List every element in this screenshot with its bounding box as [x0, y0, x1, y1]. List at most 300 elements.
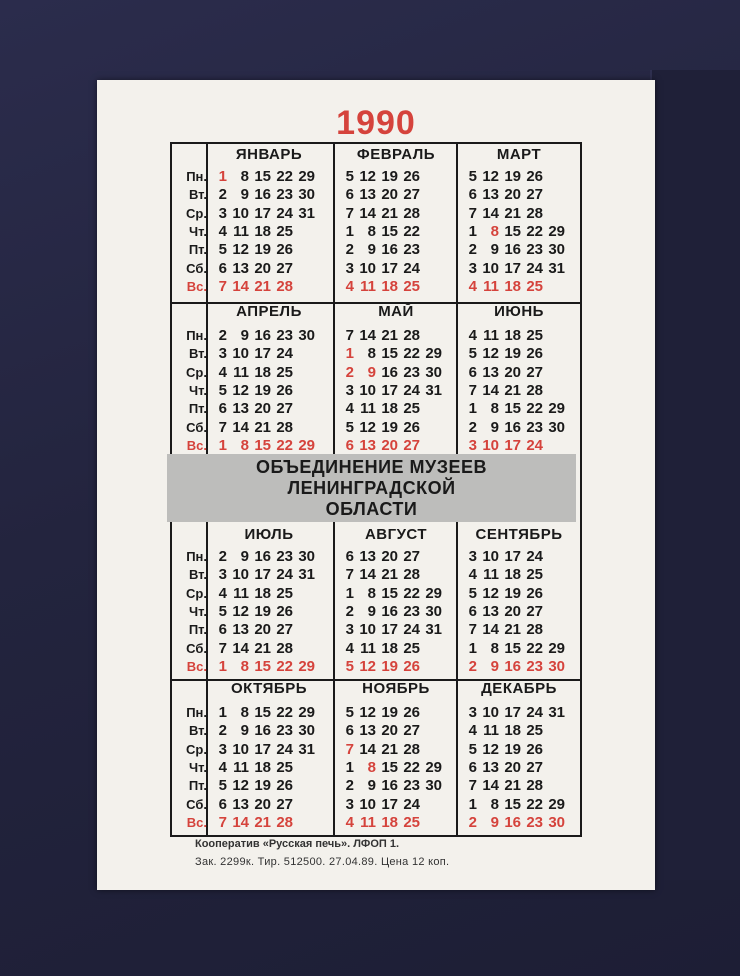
day-number: 20 — [381, 548, 398, 565]
month-row — [467, 658, 565, 676]
day-number: 24 — [276, 740, 293, 758]
day-number: 11 — [483, 327, 499, 344]
weekday-label: Ср. — [186, 205, 207, 221]
month-row — [344, 278, 420, 296]
day-number: 20 — [254, 621, 271, 639]
day-number: 11 — [483, 566, 499, 584]
day-number: 17 — [504, 436, 521, 454]
day-number: 7 — [218, 813, 227, 831]
day-number: 11 — [360, 813, 376, 831]
banner-line-1: ОБЪЕДИНЕНИЕ МУЗЕЕВ — [255, 457, 488, 477]
day-number: 21 — [504, 204, 521, 222]
day-number: 23 — [276, 722, 293, 740]
day-number: 5 — [218, 241, 227, 259]
day-number: 16 — [381, 602, 398, 620]
day-number: 13 — [232, 621, 249, 639]
museum-banner — [167, 454, 576, 522]
publisher-line: Кооператив «Русская печь». ЛФОП 1. — [195, 838, 400, 850]
month-row — [467, 186, 543, 204]
day-number: 28 — [526, 381, 543, 399]
day-number: 31 — [298, 740, 315, 758]
month-row — [344, 364, 442, 382]
day-number: 2 — [468, 241, 477, 259]
month-row — [217, 364, 293, 382]
day-number: 28 — [403, 740, 420, 758]
day-number: 23 — [403, 777, 420, 795]
month-name: АПРЕЛЬ — [236, 303, 302, 320]
day-number: 29 — [548, 639, 565, 657]
day-number: 16 — [504, 813, 521, 831]
day-number: 30 — [298, 548, 315, 565]
day-number: 5 — [468, 584, 477, 602]
day-number: 8 — [367, 345, 376, 363]
day-number: 15 — [504, 222, 521, 240]
banner-line-2: ЛЕНИНГРАДСКОЙ — [287, 478, 456, 498]
day-number: 30 — [425, 602, 442, 620]
day-number: 9 — [240, 722, 249, 740]
month-row — [467, 796, 565, 814]
month-row — [467, 437, 543, 455]
day-number: 16 — [254, 327, 271, 344]
day-number: 23 — [403, 241, 420, 259]
day-number: 12 — [482, 584, 499, 602]
day-number: 6 — [468, 363, 477, 381]
day-number: 19 — [381, 657, 398, 675]
day-number: 3 — [218, 740, 227, 758]
day-number: 12 — [232, 381, 249, 399]
day-number: 20 — [381, 436, 398, 454]
day-number: 12 — [482, 168, 499, 185]
day-number: 8 — [367, 758, 376, 776]
month-row — [217, 741, 315, 759]
day-number: 5 — [345, 168, 354, 185]
day-number: 10 — [232, 204, 249, 222]
day-number: 24 — [526, 436, 543, 454]
month-row — [467, 419, 565, 437]
day-number: 14 — [482, 621, 499, 639]
day-number: 20 — [504, 363, 521, 381]
month-row — [344, 621, 442, 639]
day-number: 8 — [240, 704, 249, 721]
day-number: 20 — [254, 400, 271, 418]
day-number: 24 — [276, 345, 293, 363]
day-number: 2 — [468, 813, 477, 831]
day-number: 30 — [425, 363, 442, 381]
day-number: 8 — [240, 168, 249, 185]
day-number: 3 — [468, 436, 477, 454]
month-row — [467, 814, 565, 832]
print-info-line: Зак. 2299к. Тир. 512500. 27.04.89. Цена 12 коп. — [195, 856, 450, 868]
day-number: 29 — [298, 436, 315, 454]
day-number: 5 — [345, 657, 354, 675]
day-number: 6 — [468, 186, 477, 204]
day-number: 16 — [254, 186, 271, 204]
day-number: 16 — [504, 241, 521, 259]
day-number: 4 — [218, 222, 227, 240]
day-number: 25 — [276, 758, 293, 776]
weekday-label: Чт. — [189, 223, 207, 239]
weekday-label: Вт. — [188, 723, 207, 739]
day-number: 31 — [548, 259, 565, 277]
month-row — [344, 419, 420, 437]
day-number: 15 — [381, 758, 398, 776]
day-number: 26 — [403, 704, 420, 721]
day-number: 22 — [276, 436, 293, 454]
weekday-label: Вс. — [186, 658, 207, 674]
day-number: 29 — [425, 758, 442, 776]
month-row — [217, 419, 293, 437]
month-row — [217, 548, 315, 566]
weekday-label: Ср. — [186, 364, 207, 380]
day-number: 20 — [254, 259, 271, 277]
day-number: 7 — [345, 204, 354, 222]
month-row — [217, 382, 293, 400]
day-number: 7 — [468, 381, 477, 399]
month-name: ДЕКАБРЬ — [481, 680, 557, 697]
weekday-label: Вт. — [188, 187, 207, 203]
day-number: 27 — [526, 758, 543, 776]
day-number: 23 — [526, 241, 543, 259]
month-row — [217, 796, 293, 814]
month-row — [467, 205, 543, 223]
day-number: 7 — [468, 621, 477, 639]
month-row — [467, 241, 565, 259]
day-number: 4 — [345, 639, 354, 657]
weekday-label: Вс. — [186, 278, 207, 294]
month-row — [467, 364, 543, 382]
day-number: 6 — [345, 548, 354, 565]
day-number: 14 — [359, 740, 376, 758]
day-number: 2 — [345, 777, 354, 795]
day-number: 17 — [504, 259, 521, 277]
day-number: 15 — [254, 704, 271, 721]
day-number: 22 — [276, 657, 293, 675]
month-row — [467, 327, 543, 345]
month-name: НОЯБРЬ — [362, 680, 430, 697]
day-number: 22 — [403, 222, 420, 240]
day-number: 11 — [483, 277, 499, 295]
day-number: 21 — [504, 381, 521, 399]
day-number: 24 — [403, 381, 420, 399]
day-number: 6 — [345, 722, 354, 740]
day-number: 16 — [381, 777, 398, 795]
day-number: 22 — [276, 704, 293, 721]
banner-line-3: ОБЛАСТИ — [325, 499, 418, 519]
month-row — [467, 777, 543, 795]
day-number: 4 — [345, 277, 354, 295]
day-number: 9 — [490, 813, 499, 831]
day-number: 26 — [276, 777, 293, 795]
weekday-label: Пн. — [186, 549, 207, 564]
month-row — [344, 205, 420, 223]
day-number: 1 — [345, 758, 354, 776]
day-number: 13 — [359, 548, 376, 565]
day-number: 6 — [218, 400, 227, 418]
month-name: ИЮЛЬ — [244, 526, 294, 543]
month-row — [217, 759, 293, 777]
day-number: 1 — [345, 345, 354, 363]
day-number: 29 — [298, 657, 315, 675]
day-number: 17 — [254, 204, 271, 222]
day-number: 2 — [218, 722, 227, 740]
day-number: 24 — [526, 548, 543, 565]
weekday-label: Вт. — [188, 567, 207, 583]
background-panel — [650, 70, 740, 880]
day-number: 24 — [276, 566, 293, 584]
day-number: 5 — [468, 168, 477, 185]
month-row — [217, 658, 315, 676]
day-number: 28 — [526, 777, 543, 795]
day-number: 2 — [468, 418, 477, 436]
month-row — [467, 566, 543, 584]
day-number: 4 — [468, 566, 477, 584]
day-number: 8 — [367, 222, 376, 240]
month-row — [344, 382, 442, 400]
day-number: 18 — [504, 722, 521, 740]
day-number: 4 — [468, 722, 477, 740]
day-number: 29 — [298, 168, 315, 185]
day-number: 25 — [526, 277, 543, 295]
day-number: 27 — [403, 186, 420, 204]
day-number: 24 — [403, 795, 420, 813]
day-number: 18 — [254, 363, 271, 381]
day-number: 18 — [381, 277, 398, 295]
day-number: 6 — [345, 186, 354, 204]
month-row — [467, 640, 565, 658]
day-number: 20 — [381, 186, 398, 204]
calendar-year: 1990 — [336, 104, 416, 142]
day-number: 10 — [482, 704, 499, 721]
day-number: 5 — [468, 345, 477, 363]
day-number: 15 — [381, 222, 398, 240]
weekday-label: Сб. — [186, 260, 207, 276]
day-number: 1 — [468, 795, 477, 813]
day-number: 8 — [490, 795, 499, 813]
month-row — [217, 722, 315, 740]
month-row — [217, 278, 293, 296]
day-number: 30 — [298, 722, 315, 740]
day-number: 25 — [403, 277, 420, 295]
month-row — [344, 796, 420, 814]
day-number: 5 — [468, 740, 477, 758]
day-number: 15 — [504, 639, 521, 657]
month-row — [217, 585, 293, 603]
day-number: 9 — [240, 548, 249, 565]
day-number: 17 — [381, 621, 398, 639]
day-number: 26 — [403, 657, 420, 675]
day-number: 3 — [345, 795, 354, 813]
day-number: 7 — [468, 204, 477, 222]
month-row — [344, 168, 420, 186]
day-number: 10 — [359, 621, 376, 639]
day-number: 6 — [468, 758, 477, 776]
day-number: 17 — [381, 381, 398, 399]
day-number: 22 — [403, 758, 420, 776]
day-number: 30 — [425, 777, 442, 795]
day-number: 28 — [276, 639, 293, 657]
day-number: 18 — [381, 639, 398, 657]
day-number: 23 — [526, 813, 543, 831]
day-number: 19 — [254, 381, 271, 399]
weekday-label: Вт. — [188, 346, 207, 362]
day-number: 8 — [490, 639, 499, 657]
day-number: 23 — [526, 657, 543, 675]
day-number: 21 — [254, 639, 271, 657]
day-number: 16 — [381, 363, 398, 381]
day-number: 25 — [526, 327, 543, 344]
month-row — [344, 640, 420, 658]
day-number: 5 — [345, 704, 354, 721]
day-number: 12 — [482, 740, 499, 758]
day-number: 29 — [298, 704, 315, 721]
day-number: 16 — [504, 657, 521, 675]
day-number: 10 — [482, 259, 499, 277]
day-number: 8 — [490, 400, 499, 418]
day-number: 10 — [482, 548, 499, 565]
day-number: 21 — [254, 418, 271, 436]
day-number: 18 — [381, 400, 398, 418]
day-number: 11 — [233, 584, 249, 602]
day-number: 1 — [218, 168, 227, 185]
month-row — [217, 603, 293, 621]
day-number: 24 — [526, 704, 543, 721]
day-number: 21 — [254, 813, 271, 831]
month-row — [344, 741, 420, 759]
weekday-label: Пт. — [188, 242, 207, 258]
day-number: 1 — [468, 400, 477, 418]
day-number: 18 — [504, 277, 521, 295]
day-number: 30 — [298, 186, 315, 204]
day-number: 15 — [254, 436, 271, 454]
day-number: 18 — [254, 222, 271, 240]
day-number: 12 — [359, 168, 376, 185]
day-number: 9 — [367, 777, 376, 795]
day-number: 9 — [367, 602, 376, 620]
day-number: 2 — [218, 327, 227, 344]
day-number: 2 — [345, 241, 354, 259]
day-number: 16 — [254, 722, 271, 740]
day-number: 31 — [298, 566, 315, 584]
day-number: 27 — [526, 186, 543, 204]
day-number: 1 — [218, 436, 227, 454]
month-name: ИЮНЬ — [494, 303, 544, 320]
month-row — [217, 640, 293, 658]
day-number: 27 — [403, 436, 420, 454]
month-row — [467, 345, 543, 363]
day-number: 14 — [359, 566, 376, 584]
day-number: 22 — [526, 639, 543, 657]
day-number: 20 — [381, 722, 398, 740]
month-row — [467, 382, 543, 400]
day-number: 2 — [345, 602, 354, 620]
day-number: 3 — [345, 259, 354, 277]
day-number: 24 — [526, 259, 543, 277]
day-number: 17 — [504, 548, 521, 565]
day-number: 2 — [345, 363, 354, 381]
day-number: 13 — [359, 722, 376, 740]
month-row — [344, 345, 442, 363]
day-number: 6 — [218, 621, 227, 639]
month-row — [467, 548, 543, 566]
day-number: 7 — [345, 327, 354, 344]
day-number: 9 — [240, 327, 249, 344]
day-number: 13 — [232, 795, 249, 813]
day-number: 4 — [218, 584, 227, 602]
day-number: 10 — [232, 740, 249, 758]
month-row — [217, 704, 315, 722]
month-row — [217, 621, 293, 639]
day-number: 28 — [403, 327, 420, 344]
day-number: 22 — [403, 584, 420, 602]
month-row — [467, 704, 565, 722]
day-number: 15 — [254, 657, 271, 675]
weekday-label: Пн. — [186, 169, 207, 184]
day-number: 5 — [218, 777, 227, 795]
month-row — [217, 260, 293, 278]
month-row — [344, 566, 420, 584]
day-number: 25 — [403, 400, 420, 418]
day-number: 21 — [381, 740, 398, 758]
day-number: 12 — [359, 418, 376, 436]
month-row — [344, 722, 420, 740]
day-number: 14 — [359, 327, 376, 344]
day-number: 19 — [254, 777, 271, 795]
day-number: 22 — [526, 222, 543, 240]
day-number: 28 — [403, 566, 420, 584]
day-number: 25 — [403, 813, 420, 831]
day-number: 31 — [425, 381, 442, 399]
pocket-calendar-card — [97, 80, 655, 890]
day-number: 29 — [548, 795, 565, 813]
day-number: 13 — [232, 400, 249, 418]
day-number: 8 — [490, 222, 499, 240]
day-number: 6 — [218, 259, 227, 277]
month-row — [344, 186, 420, 204]
day-number: 3 — [468, 259, 477, 277]
day-number: 20 — [504, 186, 521, 204]
day-number: 13 — [232, 259, 249, 277]
day-number: 3 — [218, 566, 227, 584]
day-number: 10 — [232, 345, 249, 363]
day-number: 11 — [360, 277, 376, 295]
day-number: 4 — [468, 327, 477, 344]
day-number: 19 — [381, 168, 398, 185]
day-number: 10 — [232, 566, 249, 584]
day-number: 18 — [381, 813, 398, 831]
day-number: 1 — [218, 657, 227, 675]
day-number: 7 — [345, 566, 354, 584]
day-number: 23 — [403, 602, 420, 620]
month-row — [467, 223, 565, 241]
day-number: 8 — [240, 436, 249, 454]
day-number: 26 — [403, 418, 420, 436]
day-number: 27 — [526, 602, 543, 620]
day-number: 9 — [490, 657, 499, 675]
day-number: 13 — [359, 186, 376, 204]
day-number: 31 — [425, 621, 442, 639]
month-row — [344, 400, 420, 418]
day-number: 29 — [425, 345, 442, 363]
weekday-label: Чт. — [189, 382, 207, 398]
month-row — [344, 603, 442, 621]
day-number: 30 — [548, 657, 565, 675]
day-number: 22 — [526, 795, 543, 813]
month-row — [217, 814, 293, 832]
month-row — [344, 658, 420, 676]
day-number: 6 — [345, 436, 354, 454]
day-number: 8 — [240, 657, 249, 675]
day-number: 11 — [360, 639, 376, 657]
